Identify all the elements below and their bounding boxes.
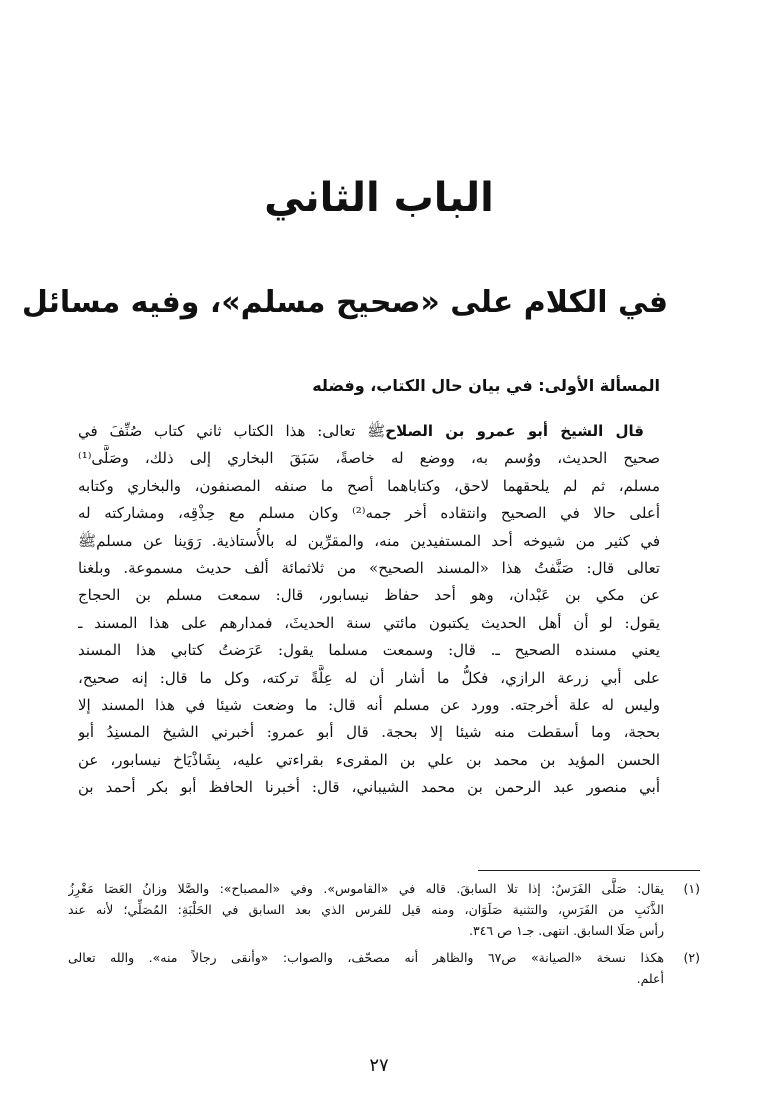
footnote-number: (١) <box>683 881 700 896</box>
text-line-rest: ﷺ تعالى: هذا الكتاب ثاني كتاب صُنِّفَ في <box>78 422 386 440</box>
text-line: صحيح الحديث، ووُسم به، ووضع له خاصةً، سَبَقَ البخاري إلى ذلك، وصَلَّى⁽¹⁾ <box>78 449 660 468</box>
text-line: الحسن المؤيد بن محمد بن علي بن المقرىء بقراءتي عليه، بِشَاذْيَاخ نيسابور، عن <box>78 750 660 769</box>
text-line: عن مكي بن عَبْدان، وهو أحد حفاظ نيسابور، قال: سمعت مسلم بن الحجاج <box>78 586 660 605</box>
text-line: وليس له علة أخرجته. وورد عن مسلم أنه قال: ما وضعت شيئا في هذا المسند إلا <box>78 695 660 714</box>
footnote-line: يقال: صَلَّى الفَرَسُ: إذا تلا السابقَ. قاله في «القاموس». وفي «المصباح»: والصَّلا وزانُ العَصَا مَغْرِزُ <box>68 881 664 896</box>
chapter-title: الباب الثاني <box>264 175 494 221</box>
footnote-line: رأس صَلَا السابق. انتهى. جـ١ ص ٣٤٦. <box>468 923 664 938</box>
footnote-line: أعلم. <box>636 971 664 986</box>
footnote-number: (٢) <box>683 950 700 965</box>
page-number: ٢٧ <box>369 1055 389 1076</box>
text-line: أبي منصور عبد الرحمن بن محمد الشيباني، قال: أخبرنا الحافظ أبو بكر أحمد بن <box>78 778 660 797</box>
footnote-divider <box>478 870 700 871</box>
main-text <box>78 418 660 801</box>
text-line: تعالى قال: صَنَّفتُ هذا «المسند الصحيح» من ثلاثمائة ألف حديث مسموعة. وبلغنا <box>78 558 660 577</box>
footnotes <box>68 878 700 995</box>
text-line: أعلى حالا في الصحيح وانتقاده أخر جمه⁽²⁾ وكان مسلم مع حِذْقِه، ومشاركته له <box>78 504 660 523</box>
footnote-line: الذَّنَبِ من الفَرَسِ، والتثنية صَلَوَان، ومنه قيل للفرس الذي بعد السابق في الحَلْبَةِ: المُصَلِّي؛ لأنه عند <box>68 902 664 917</box>
chapter-subtitle: في الكلام على «صحيح مسلم»، وفيه مسائل <box>21 285 668 320</box>
footnote-text <box>68 878 664 941</box>
text-line <box>78 418 660 445</box>
text-line: يقول: لو أن أهل الحديث يكتبون مائتي سنة الحديثَ، فمدارهم على هذا المسند ـ <box>78 613 660 632</box>
author-name: قال الشيخ أبو عمرو بن الصلاح <box>385 422 644 440</box>
text-line: على أبي زرعة الرازي، فكلُّ ما أشار أن له عِلَّةً تركته، وكل ما قال: إنه صحيح، <box>78 668 660 687</box>
footnote <box>68 878 700 941</box>
footnote <box>68 947 700 989</box>
footnote-line: هكذا نسخة «الصيانة» ص٦٧ والظاهر أنه مصحّف، والصواب: «وأنقى رجالاً منه». والله تعالى <box>68 950 664 965</box>
text-line: يعني مسنده الصحيح ـ. قال: وسمعت مسلما يقول: عَرَضتُ كتابي هذا المسند <box>78 641 660 660</box>
text-line: مسلم، ثم لم يلحقهما لاحق، وكتاباهما أصح ما صنفه المصنفون، والبخاري وكتابه <box>78 476 660 495</box>
section-heading: المسألة الأولى: في بيان حال الكتاب، وفضله <box>312 376 660 395</box>
text-line: في كثير من شيوخه أحد المستفيدين منه، والمقرِّين له بالأُستاذية. رَوَينا عن مسلمﷺ <box>78 531 660 550</box>
text-line: بحجة، وما أسقطت منه شيئا إلا بحجة. قال أبو عمرو: أخبرني الشيخ المسنِدُ أبو <box>78 723 660 742</box>
footnote-text <box>68 947 664 989</box>
